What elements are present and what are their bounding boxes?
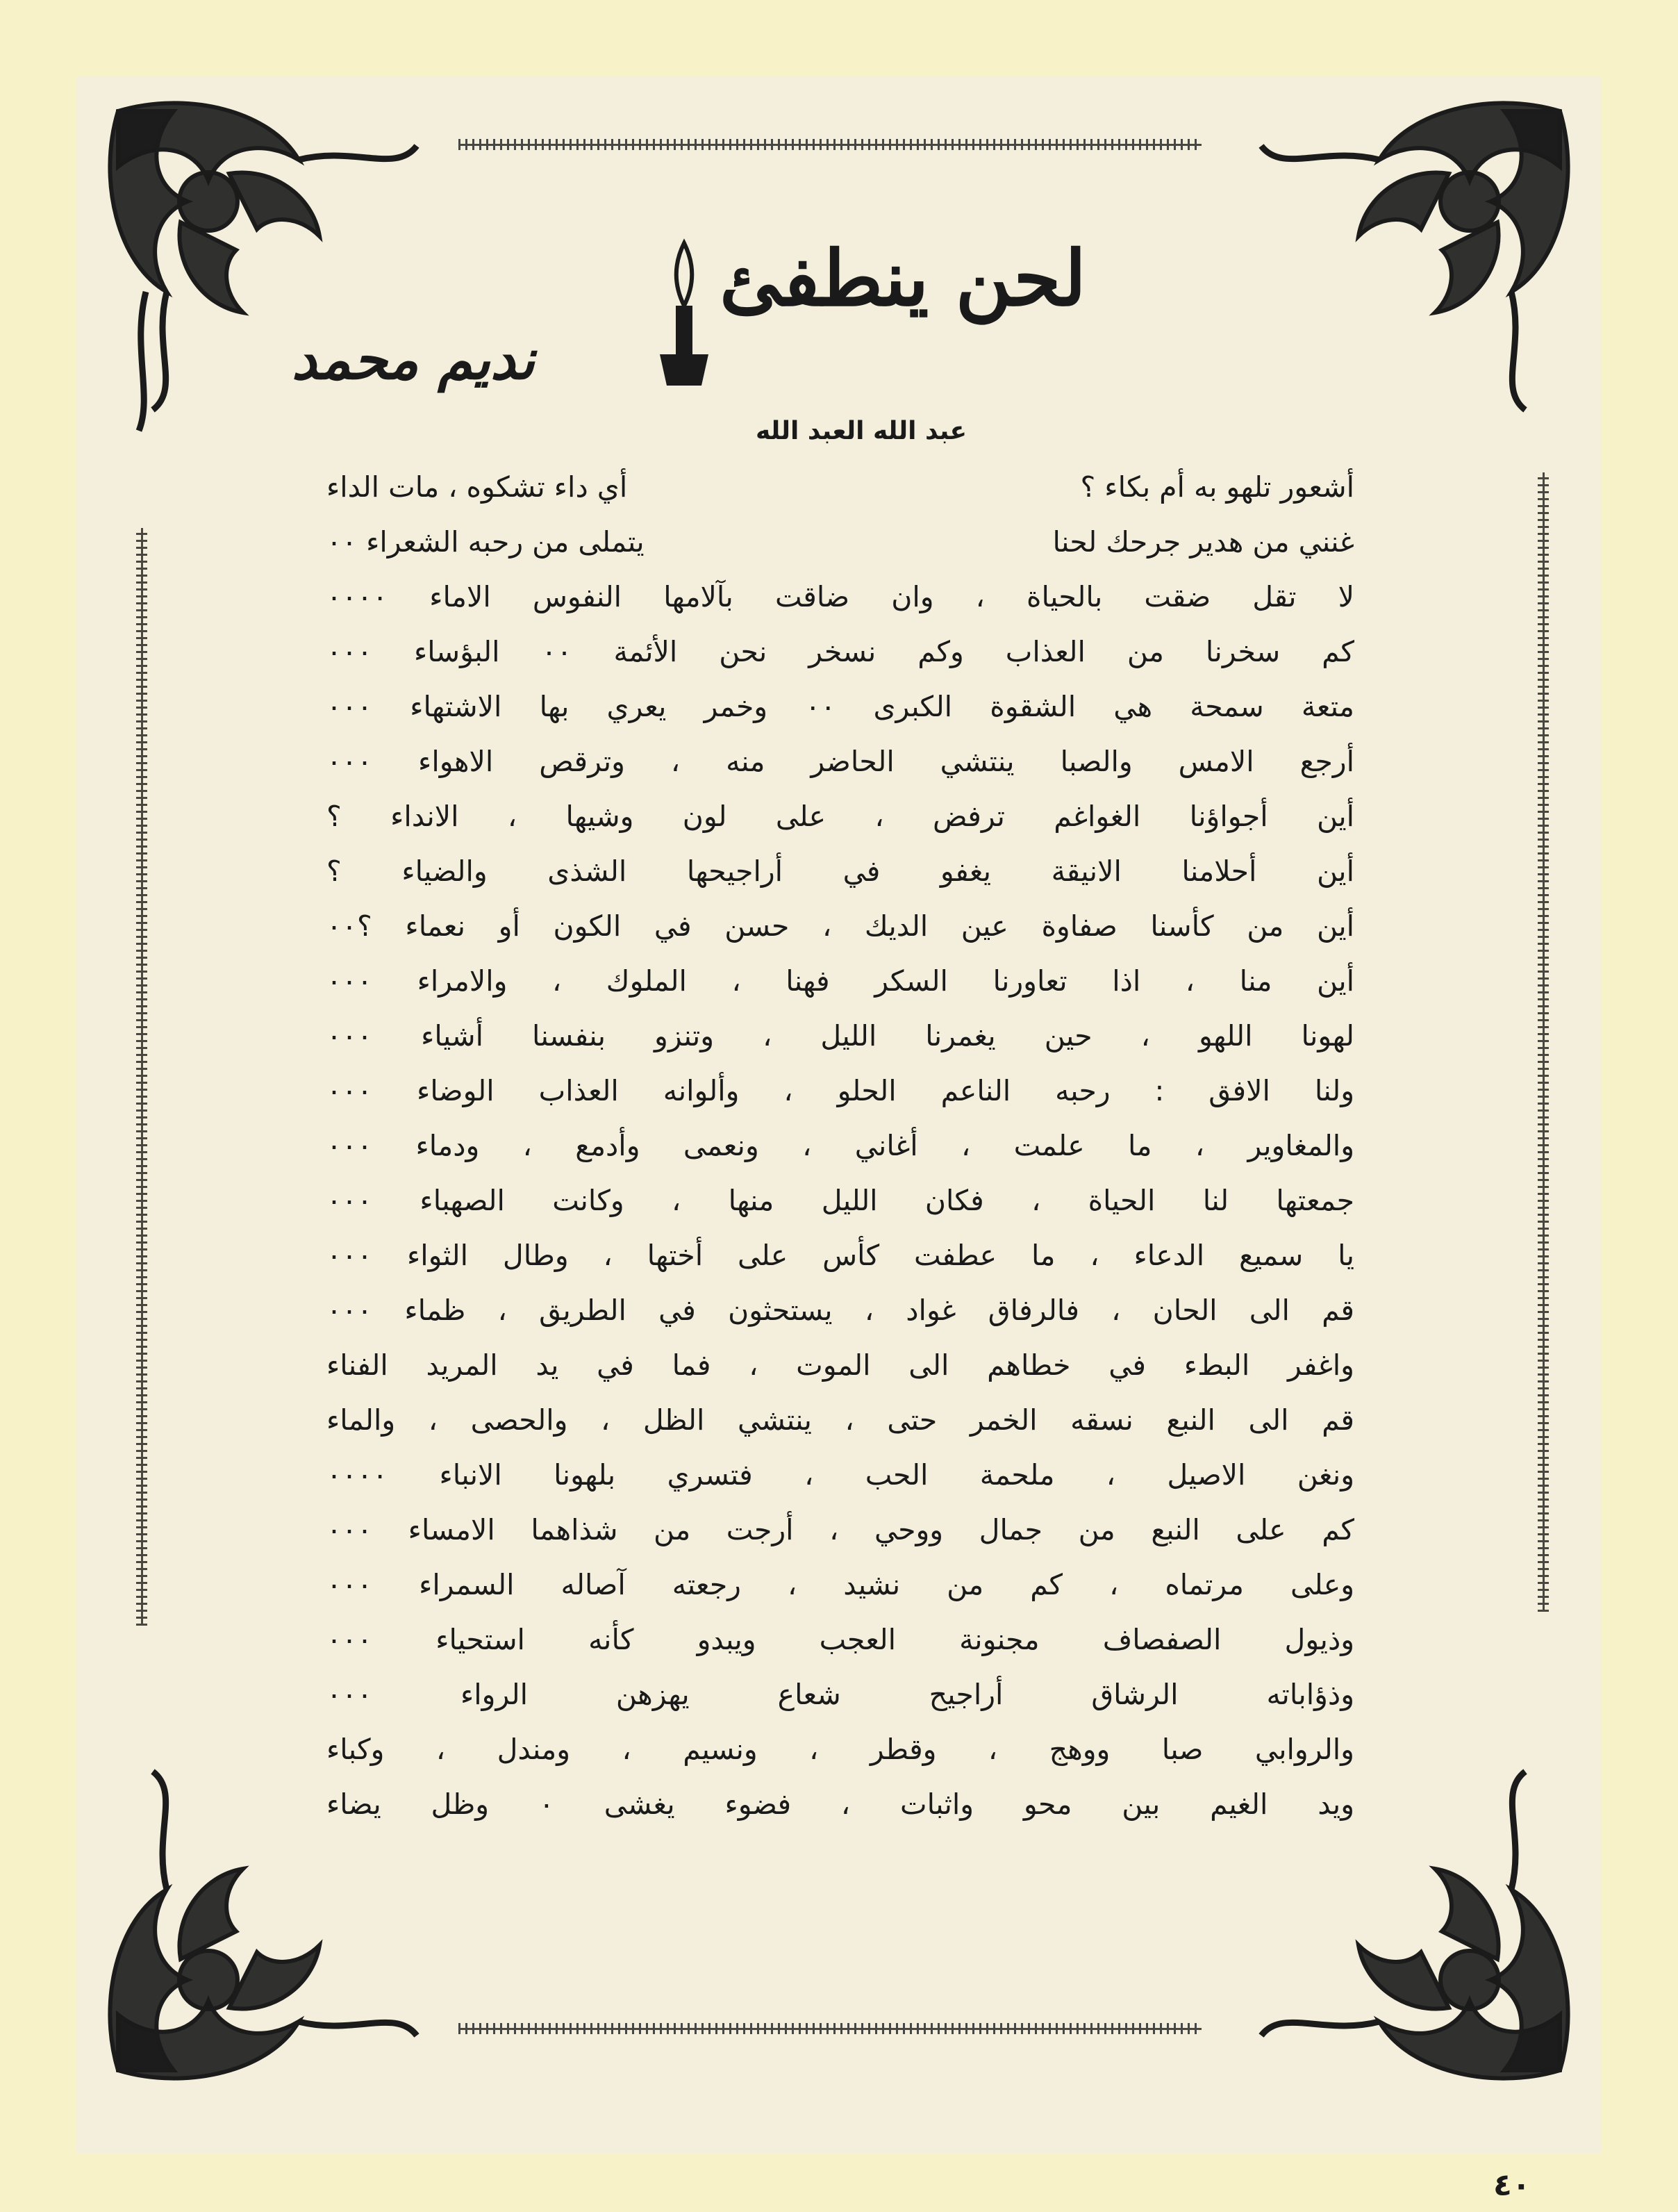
- bottom-border-rule: [458, 2023, 1202, 2034]
- poem-line: متعة سمحة هي الشقوة الكبرى ٠٠ وخمر يعري بها الاشتهاء ٠٠٠: [326, 690, 1354, 723]
- poem-line: لا تقل ضقت بالحياة ، وان ضاقت بآلامها النفوس الاماء ٠٠٠٠: [326, 580, 1354, 613]
- poem-line: وذيول الصفصاف مجنونة العجب ويبدو كأنه استحياء ٠٠٠: [326, 1623, 1354, 1656]
- poem-line: [326, 460, 1354, 515]
- poem-line: ولنا الافق : رحبه الناعم الحلو ، وألوانه العذاب الوضاء ٠٠٠: [326, 1074, 1354, 1107]
- poem-line: [326, 515, 1354, 570]
- subtitle: عبد الله العبد الله: [755, 417, 967, 445]
- poem-body: [326, 460, 1354, 1832]
- poem-line: جمعتها لنا الحياة ، فكان الليل منها ، وكانت الصهباء ٠٠٠: [326, 1184, 1354, 1217]
- author-name: نديم محمد: [291, 327, 535, 392]
- page-number: ٤٠: [1493, 2168, 1531, 2203]
- right-border-rule: [1538, 472, 1549, 1612]
- hemistich-right: غنني من هدير جرحك لحنا: [1052, 525, 1354, 559]
- poem-line: وذؤاباته الرشاق أراجيح شعاع يهزهن الرواء ٠٠٠: [326, 1678, 1354, 1711]
- top-border-rule: [458, 139, 1202, 150]
- poem-line: واغفر البطء في خطاهم الى الموت ، فما في يد المريد الفناء: [326, 1348, 1354, 1382]
- poem-line: أين من كأسنا صفاوة عين الديك ، حسن في الكون أو نعماء ؟٠٠: [326, 909, 1354, 943]
- poem-line: قم الى الحان ، فالرفاق غواد ، يستحثون في الطريق ، ظماء ٠٠٠: [326, 1294, 1354, 1327]
- poem-line: كم على النبع من جمال ووحي ، أرجت من شذاهما الامساء ٠٠٠: [326, 1513, 1354, 1546]
- poem-line: أين منا ، اذا تعاورنا السكر فهنا ، الملوك ، والامراء ٠٠٠: [326, 964, 1354, 998]
- poem-line: ونغن الاصيل ، ملحمة الحب ، فتسري بلهونا الانباء ٠٠٠٠: [326, 1458, 1354, 1492]
- poem-line: والروابي صبا ووهج ، وقطر ، ونسيم ، ومندل ، وكباء: [326, 1733, 1354, 1766]
- poem-line: أرجع الامس والصبا ينتشي الحاضر منه ، وترقص الاهواء ٠٠٠: [326, 745, 1354, 778]
- left-border-rule: [136, 528, 147, 1626]
- poem-line: وعلى مرتماه ، كم من نشيد ، رجعته آصاله السمراء ٠٠٠: [326, 1568, 1354, 1601]
- poem-line: والمغاوير ، ما علمت ، أغاني ، ونعمى وأدمع ، ودماء ٠٠٠: [326, 1129, 1354, 1162]
- hemistich-right: أشعور تلهو به أم بكاء ؟: [1080, 470, 1354, 504]
- poem-line: كم سخرنا من العذاب وكم نسخر نحن الأئمة ٠٠ البؤساء ٠٠٠: [326, 635, 1354, 668]
- poem-line: لهونا اللهو ، حين يغمرنا الليل ، وتنزو بنفسنا أشياء ٠٠٠: [326, 1019, 1354, 1053]
- poem-line: أين أحلامنا الانيقة يغفو في أراجيحها الشذى والضياء ؟: [326, 855, 1354, 888]
- poem-line: يا سميع الدعاء ، ما عطفت كأس على أختها ، وطال الثواء ٠٠٠: [326, 1239, 1354, 1272]
- top-right-ornament-icon: [1227, 83, 1588, 445]
- poem-line: أين أجواؤنا الغواغم ترفض ، على لون وشيها ، الانداء ؟: [326, 800, 1354, 833]
- poem-title: لحن ينطفئ: [720, 233, 1086, 323]
- poem-line: قم الى النبع نسقه الخمر حتى ، ينتشي الظل ، والحصى ، والماء: [326, 1403, 1354, 1437]
- hemistich-left: يتملى من رحبه الشعراء ٠٠: [326, 525, 645, 559]
- poem-line: ويد الغيم بين محو واثبات ، فضوء يغشى ٠ وظل يضاء: [326, 1788, 1354, 1821]
- hemistich-left: أي داء تشكوه ، مات الداء: [326, 470, 628, 504]
